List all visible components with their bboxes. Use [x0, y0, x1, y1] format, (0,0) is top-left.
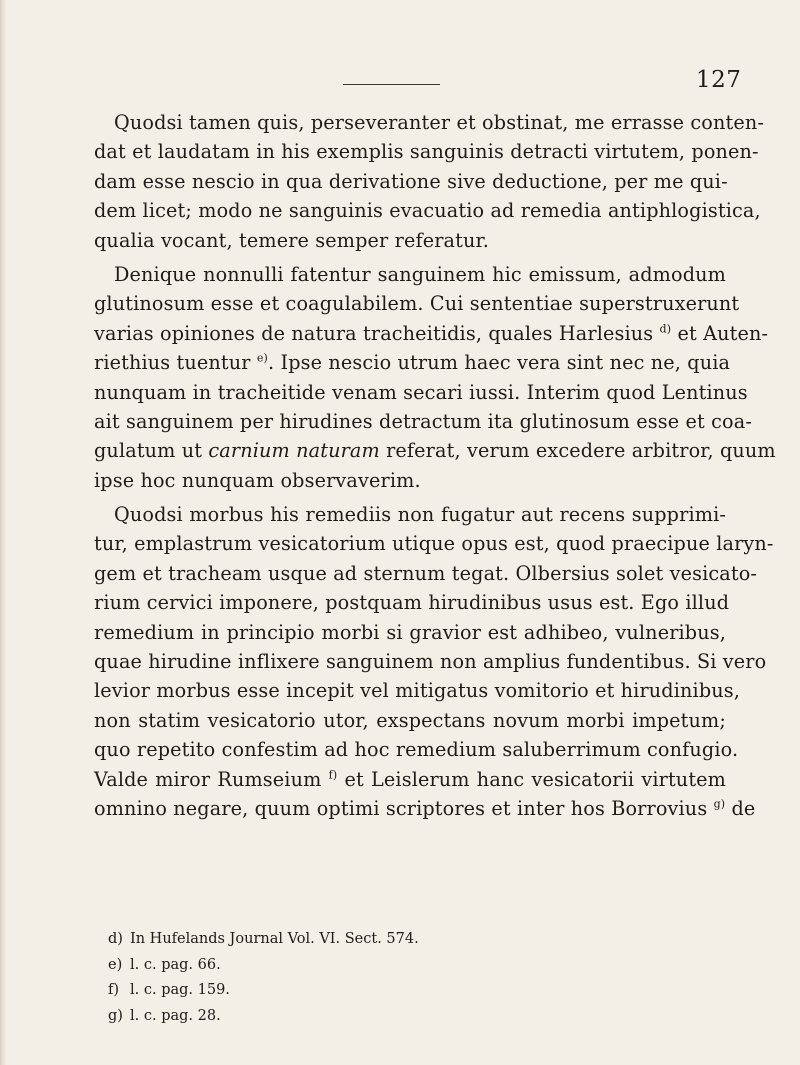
footnote-ref-e: e) — [256, 351, 268, 365]
text-line: remedium in principio morbi si gravior est adhibeo, vulneribus, — [94, 620, 726, 644]
footnote-d — [108, 927, 608, 953]
footnote-e — [108, 953, 608, 979]
text-line — [94, 765, 726, 794]
footnote-marker: d) — [108, 931, 123, 947]
footnote-ref-f: f) — [328, 768, 338, 782]
text-line — [94, 319, 769, 348]
text-line: dem licet; modo ne sanguinis evacuatio ad remedia antiphlogistica, — [94, 199, 761, 223]
footnote-text: In Hufelands Journal Vol. VI. Sect. 574. — [130, 931, 419, 947]
text-segment: et Leislerum hanc vesicatorii virtutem — [344, 767, 727, 791]
footnote-text: l. c. pag. 28. — [130, 1007, 221, 1024]
text-line: gem et tracheam usque ad sternum tegat. Olbersius solet vesicato- — [94, 561, 758, 585]
footnote-ref-g: g) — [713, 797, 726, 811]
text-line: dat et laudatam in his exemplis sanguinis detracti virtutem, ponen- — [94, 140, 759, 164]
text-line: ipse hoc nunquam observaverim. — [94, 468, 421, 492]
text-line: nunquam in tracheitide venam secari iussi. Interim quod Lentinus — [94, 380, 748, 404]
footnote-g — [108, 1004, 608, 1030]
text-line: Quodsi morbus his remediis non fugatur aut recens supprimi- — [114, 503, 726, 527]
text-line: levior morbus esse incepit vel mitigatus vomitorio et hirudinibus, — [94, 679, 741, 703]
text-segment: et Auten- — [677, 321, 769, 345]
footnote-text: l. c. pag. 66. — [130, 956, 221, 973]
text-line — [94, 436, 776, 465]
text-segment: Valde miror Rumseium — [94, 767, 322, 791]
binding-shadow — [0, 0, 6, 1065]
text-segment: omnino negare, quum optimi scriptores et inter hos Borrovius — [94, 796, 708, 820]
footnotes — [108, 927, 608, 1029]
text-line: tur, emplastrum vesicatorium utique opus est, quod praecipue laryn- — [94, 532, 774, 556]
text-line: Quodsi tamen quis, perseveranter et obstinat, me errasse conten- — [114, 111, 764, 134]
text-line: ait sanguinem per hirudines detractum ita glutinosum esse et coa- — [94, 409, 752, 433]
text-line: non statim vesicatorio utor, exspectans novum morbi impetum; — [94, 708, 726, 732]
paragraph-2 — [94, 260, 776, 495]
text-segment: de — [731, 796, 756, 820]
text-segment: referat, verum excedere arbitror, quum — [386, 439, 776, 463]
text-line: quo repetito confestim ad hoc remedium saluberrimum confugio. — [94, 738, 739, 762]
text-line — [94, 794, 756, 823]
footnote-marker: g) — [108, 1007, 123, 1024]
footnote-text: l. c. pag. 159. — [130, 982, 230, 999]
text-line — [94, 348, 731, 377]
text-line: qualia vocant, temere semper referatur. — [94, 228, 489, 252]
text-segment: riethius tuentur — [94, 351, 251, 375]
text-line: Denique nonnulli fatentur sanguinem hic emissum, admodum — [114, 262, 726, 286]
footnote-marker: f) — [108, 982, 120, 999]
text-segment: varias opiniones de natura tracheitidis, quales Harlesius — [94, 321, 654, 345]
text-segment: gulatum ut — [94, 439, 203, 463]
paragraph-3 — [94, 500, 774, 823]
footnote-marker: e) — [108, 956, 123, 973]
footnote-f — [108, 978, 608, 1004]
text-line: rium cervici imponere, postquam hirudinibus usus est. Ego illud — [94, 591, 730, 615]
footnote-ref-d: d) — [659, 322, 672, 336]
text-line: dam esse nescio in qua derivatione sive deductione, per me qui- — [94, 169, 728, 193]
page-number: 127 — [696, 67, 742, 93]
paragraph-1 — [94, 108, 764, 255]
italic-phrase: carnium naturam — [208, 439, 380, 463]
body-text — [94, 108, 776, 823]
header-rule — [343, 84, 440, 85]
text-segment: . Ipse nescio utrum haec vera sint nec ne, quia — [267, 351, 731, 375]
text-line: quae hirudine inflixere sanguinem non amplius fundentibus. Si vero — [94, 650, 767, 674]
text-line: glutinosum esse et coagulabilem. Cui sententiae superstruxerunt — [94, 292, 740, 316]
